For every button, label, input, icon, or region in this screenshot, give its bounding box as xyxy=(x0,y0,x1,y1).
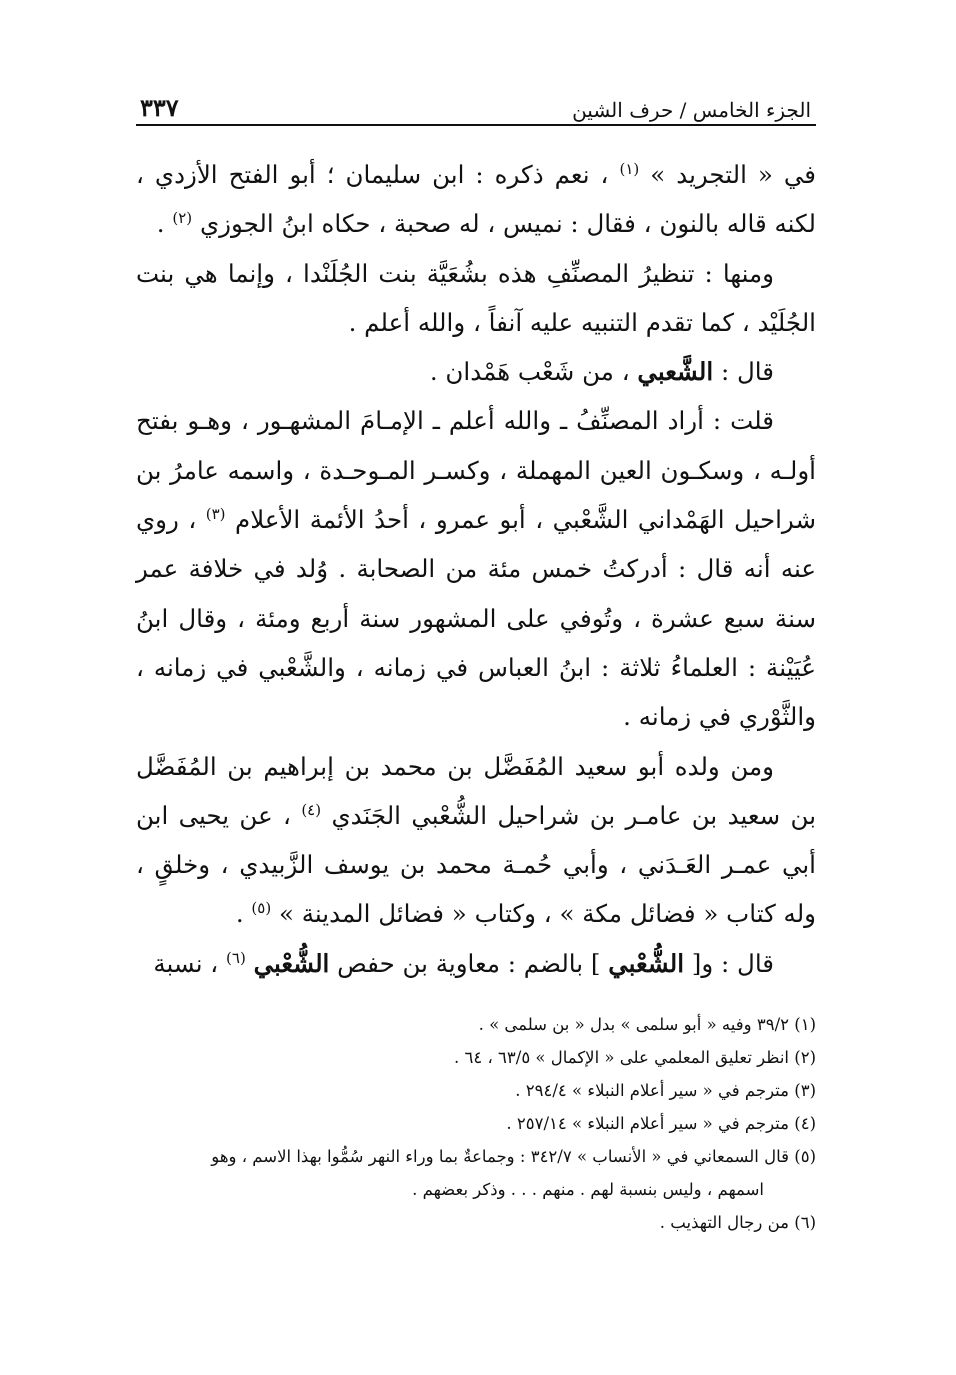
footnote-ref: (٢) xyxy=(172,209,193,228)
footnote-ref: (٣) xyxy=(205,504,226,523)
paragraph-2: ومنها : تنظيرُ المصنِّفِ هذه بشُعَيَّة بنت الجُلَنْدا ، وإنما هي بنت الجُلَيْد ، كما تقدم التنبيه عليه آنفاً ، والله أعلم . xyxy=(136,258,816,337)
entry-term: الشُّعْبي xyxy=(253,948,330,978)
paragraph-5: ومن ولده أبو سعيد المُفَضَّل بن محمد بن إبراهيم بن المُفَضَّل بن سعيد بن عامـر بن شراحيل الشُّعْبي الجَنَدي $^{(٤)}$ ، عن يحيى ابن أبي عمـر العَـدَني ، وأبي حُمـة محمد بن يوسف الزَّبيدي ، وخلقٍ ، وله كتاب « فضائل مكة » ، وكتاب « فضائل المدينة » $^{(٥)}$ . xyxy=(136,751,817,929)
entry-term: الشُّعْبي xyxy=(608,948,684,978)
main-text xyxy=(136,150,816,988)
footnote-3: (٣) مترجم في « سير أعلام النبلاء » ٢٩٤/٤ . xyxy=(515,1081,816,1100)
footnote-ref: (١) xyxy=(619,159,640,178)
running-title: الجزء الخامس / حرف الشين xyxy=(572,98,811,122)
paragraph-1: في « التجريد » $^{(١)}$ ، نعم ذكره : ابن سليمان ؛ أبو الفتح الأزدي ، لكنه قاله بالنون ، فقال : نميس ، له صحبة ، حكاه ابنُ الجوزي $^{(٢)}$ . xyxy=(136,159,817,239)
footnote-ref: (٦) xyxy=(226,948,246,967)
paragraph-4: قلت : أراد المصنِّفُ ـ والله أعلم ـ الإمـامَ المشهـور ، وهـو بفتح أولـه ، وسكـون العين المهملة ، وكسـر المـوحـدة ، واسمه عامرُ بن شراحيل الهَمْداني الشَّعْبي ، أبو عمرو ، أحدُ الأئمة الأعلام $^{(٣)}$ ، روي عنه أنه قال : أدركتُ خمس مئة من الصحابة . وُلد في خلافة عمر سنة سبع عشرة ، وتُوفي على المشهور سنة أربع ومئة ، وقال ابنُ عُيَيْنة : العلماءُ ثلاثة : ابنُ العباس في زمانه ، والشَّعْبي في زمانه ، والثَّوْري في زمانه . xyxy=(136,406,816,732)
footnote-2: (٢) انظر تعليق المعلمي على « الإكمال » ٦٣/٥ ، ٦٤ . xyxy=(453,1048,816,1067)
footnote-ref: (٤) xyxy=(301,800,322,819)
footnote-4: (٤) مترجم في « سير أعلام النبلاء » ٢٥٧/١٤ . xyxy=(506,1114,816,1133)
footnote-ref: (٥) xyxy=(251,899,272,918)
paragraph-3: قال : الشَّعبي ، من شَعْب هَمْدان . xyxy=(429,357,774,387)
paragraph-6: قال : و[ الشُّعْبي ] بالضم : معاوية بن حفص الشُّعْبي $^{(٦)}$ ، نسبة xyxy=(153,948,774,978)
footnote-5-continued: اسمهم ، وليس بنسبة لهم . منهم . . . وذكر بعضهم . xyxy=(412,1180,764,1199)
page-header xyxy=(140,78,811,122)
header-rule xyxy=(136,124,816,126)
footnote-6: (٦) من رجال التهذيب . xyxy=(659,1213,816,1232)
footnotes xyxy=(136,1008,816,1239)
page-number: ٣٣٧ xyxy=(140,93,179,122)
footnote-5: (٥) قال السمعاني في « الأنساب » ٣٤٢/٧ : وجماعةٌ بما وراء النهر سُمُّوا بهذا الاسم ، وهو xyxy=(211,1147,816,1166)
footnote-1: (١) ٣٩/٢ وفيه « أبو سلمى » بدل « بن سلمى » . xyxy=(478,1015,816,1034)
entry-term: الشَّعبي xyxy=(637,357,714,387)
